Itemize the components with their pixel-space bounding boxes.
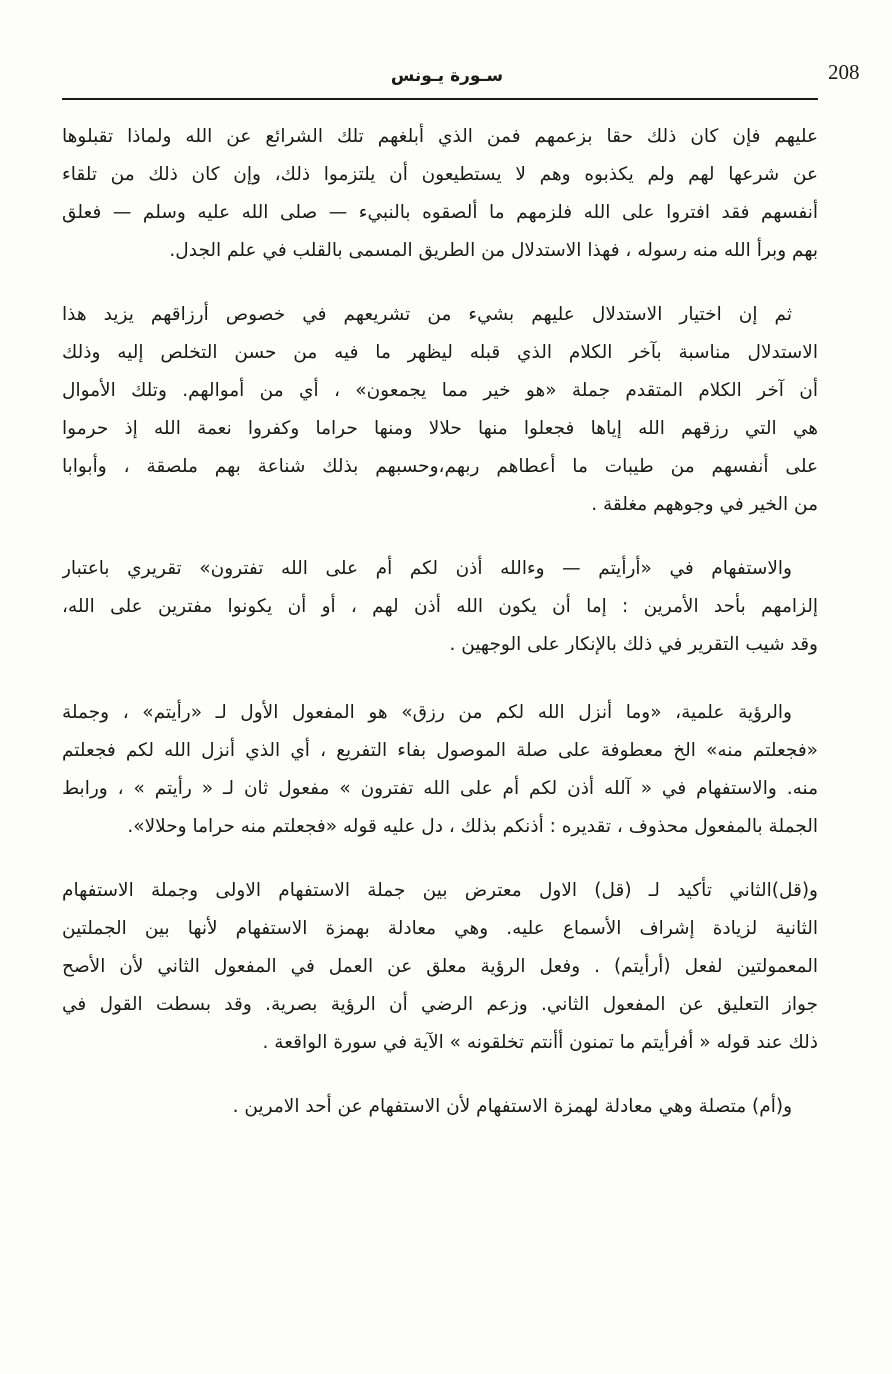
paragraph [62,118,818,270]
text-line: الاستدلال مناسبة بآخر الكلام الذي قبله ليظهر ما فيه من حسن التخلص إليه وذلك [62,342,818,363]
text-line: إلزامهم بأحد الأمرين : إما أن يكون الله أذن لهم ، أو أن يكونوا مفترين على الله، [62,596,818,617]
paragraph [62,1088,818,1126]
paragraph [62,296,818,524]
paragraph-gap [62,270,818,296]
running-title: سـورة يـونس [390,66,504,86]
paragraph-gap [62,524,818,550]
text-line: الثانية لزيادة إشراف الأسماع عليه. وهي معادلة بهمزة الاستفهام لأنها بين الجملتين [62,918,818,939]
text-line: عليهم فإن كان ذلك حقا بزعمهم فمن الذي أبلغهم تلك الشرائع عن الله ولماذا تقبلوها [62,126,818,147]
paragraph-gap [62,1062,818,1088]
text-line: بهم وبرأ الله منه رسوله ، فهذا الاستدلال من الطريق المسمى بالقلب في علم الجدل. [169,240,818,261]
page-number: 208 [828,60,860,84]
text-line: والرؤية علمية، «وما أنزل الله لكم من رزق» هو المفعول الأول لـ «رأيتم» ، وجملة [62,702,792,723]
header-rule [62,98,818,100]
text-line: والاستفهام في «أرأيتم — وءالله أذن لكم أم على الله تفترون» تقريري باعتبار [62,558,792,579]
text-line: أن آخر الكلام المتقدم جملة «هو خير مما يجمعون» ، أي من أموالهم. وتلك الأموال [62,380,818,401]
text-line: على أنفسهم من طيبات ما أعطاهم ربهم،وحسبهم بذلك شناعة بهم ملصقة ، وأبوابا [62,456,818,477]
text-line: هي التي رزقهم الله إياها فجعلوا منها حلالا ومنها حراما وكفروا نعمة الله إذ حرموا [62,418,818,439]
text-line: جواز التعليق عن المفعول الثاني. وزعم الرضي أن الرؤية بصرية. وقد بسطت القول في [62,994,818,1015]
paragraph [62,550,818,664]
text-line: أنفسهم فقد افتروا على الله فلزمهم ما ألصقوه بالنبيء — صلى الله عليه وسلم — فعلق [62,202,818,223]
text-line: و(أم) متصلة وهي معادلة لهمزة الاستفهام لأن الاستفهام عن أحد الامرين . [232,1096,792,1117]
text-line: ثم إن اختيار الاستدلال عليهم بشيء من تشريعهم في خصوص أرزاقهم يزيد هذا [62,304,792,325]
text-line: الجملة بالمفعول محذوف ، تقديره : أذنكم بذلك ، دل عليه قوله «فجعلتم منه حراما وحلالا». [127,816,818,837]
text-line: ذلك عند قوله « أفرأيتم ما تمنون أأنتم تخلقونه » الآية في سورة الواقعة . [262,1032,818,1053]
text-line: «فجعلتم منه» الخ معطوفة على صلة الموصول بفاء التفريع ، أي الذي أنزل الله لكم فجعلتم [62,740,818,761]
page-body [62,118,818,1126]
text-line: من الخير في وجوههم مغلقة . [591,494,818,515]
text-line: وقد شيب التقرير في ذلك بالإنكار على الوجهين . [449,634,818,655]
paragraph [62,872,818,1062]
paragraph [62,694,818,846]
text-line: و(قل)الثاني تأكيد لـ (قل) الاول معترض بين جملة الاستفهام الاولى وجملة الاستفهام [62,880,818,901]
paragraph-gap [62,846,818,872]
paragraph-gap [62,664,818,694]
page-header [62,58,860,100]
text-line: المعمولتين لفعل (أرأيتم) . وفعل الرؤية معلق عن العمل في المفعول الثاني لأن الأصح [62,956,818,977]
text-line: منه. والاستفهام في « آلله أذن لكم أم على الله تفترون » مفعول ثان لـ « رأيتم » ، ورابط [62,778,818,799]
text-line: عن شرعها لهم ولم يكذبوه وهم لا يستطيعون أن يلتزموا ذلك، وإن كان ذلك من تلقاء [62,164,818,185]
